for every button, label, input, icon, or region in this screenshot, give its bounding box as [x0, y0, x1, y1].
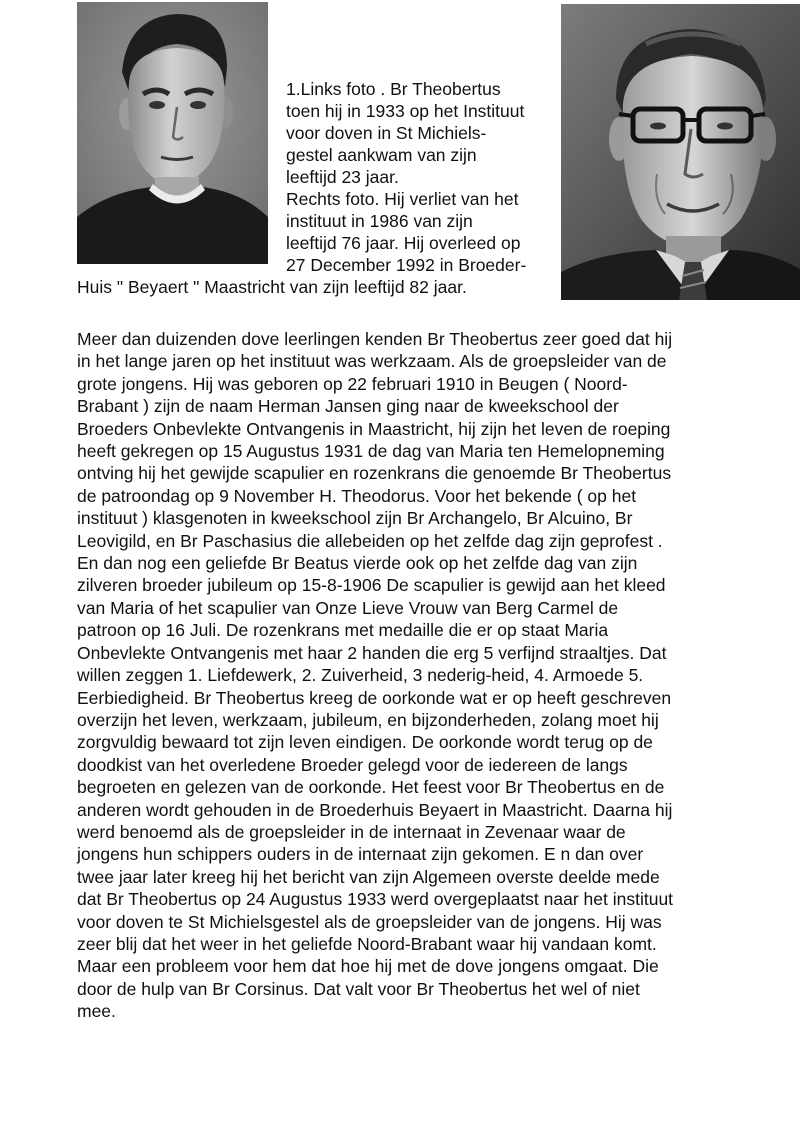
- caption-line: gestel aankwam van zijn: [286, 145, 477, 165]
- body-line: dat Br Theobertus op 24 Augustus 1933 werd overgeplaatst naar het instituut: [77, 889, 674, 910]
- body-line: werd benoemd als de groepsleider in de internaat in Zevenaar waar de: [77, 821, 626, 842]
- body-line: ontving hij het gewijde scapulier en rozenkrans die genoemde Br Theobertus: [77, 463, 672, 484]
- caption-line: Huis " Beyaert " Maastricht van zijn leeftijd 82 jaar.: [77, 277, 467, 297]
- caption-line: instituut in 1986 van zijn: [286, 211, 473, 231]
- caption-line: 27 December 1992 in Broeder-: [286, 255, 527, 275]
- body-line: door de hulp van Br Corsinus. Dat valt voor Br Theobertus het wel of niet: [77, 978, 640, 999]
- caption-line: toen hij in 1933 op het Instituut: [286, 101, 525, 121]
- body-line: patroon op 16 Juli. De rozenkrans met medaille die er op staat Maria: [77, 620, 609, 641]
- body-line: doodkist van het overledene Broeder gelegd voor de iedereen de langs: [77, 754, 628, 775]
- body-line: anderen wordt gehouden in de Broederhuis Beyaert in Maastricht. Daarna hij: [77, 799, 673, 820]
- body-line: zilveren broeder jubileum op 15-8-1906 De scapulier is gewijd aan het kleed: [77, 575, 666, 596]
- body-line: twee jaar later kreeg hij het bericht van zijn Algemeen overste deelde mede: [77, 866, 660, 887]
- body-line: En dan nog een geliefde Br Beatus vierde ook op het zelfde dag van zijn: [77, 553, 638, 574]
- caption-line: leeftijd 23 jaar.: [286, 167, 399, 187]
- body-line: Onbevlekte Ontvangenis met haar 2 handen die erg 5 verfijnd straaltjes. Dat: [77, 642, 667, 663]
- body-line: jongens hun schippers ouders in de internaat zijn gekomen. E n dan over: [77, 844, 644, 865]
- body-line: Meer dan duizenden dove leerlingen kenden Br Theobertus zeer goed dat hij: [77, 329, 673, 349]
- body-line: mee.: [77, 1001, 116, 1022]
- body-line: zeer blij dat het weer in het geliefde Noord-Brabant waar hij vandaan komt.: [77, 933, 657, 954]
- photo-young-theobertus: [77, 2, 268, 264]
- caption-line: leeftijd 76 jaar. Hij overleed op: [286, 233, 521, 253]
- body-line: instituut ) klasgenoten in kweekschool zijn Br Archangelo, Br Alcuino, Br: [77, 508, 633, 529]
- body-line: overzijn het leven, werkzaam, jubileum, en bijzonderheden, zolang moet hij: [77, 709, 659, 730]
- body-line: grote jongens. Hij was geboren op 22 februari 1910 in Beugen ( Noord-: [77, 373, 628, 394]
- body-line: Brabant ) zijn de naam Herman Jansen ging naar de kweekschool der: [77, 396, 619, 417]
- photo-older-theobertus: [561, 4, 800, 300]
- body-line: de patroondag op 9 November H. Theodorus. Voor het bekende ( op het: [77, 485, 637, 506]
- caption-line: 1.Links foto . Br Theobertus: [286, 79, 501, 99]
- body-line: Leovigild, en Br Paschasius die allebeiden op het zelfde dag zijn geprofest .: [77, 530, 663, 551]
- body-line: Broeders Onbevlekte Ontvangenis in Maastricht, hij zijn het leven de roeping: [77, 418, 671, 439]
- caption-line: Rechts foto. Hij verliet van het: [286, 189, 519, 209]
- body-line: heeft gekregen op 15 Augustus 1931 de dag van Maria ten Hemelopneming: [77, 441, 665, 462]
- body-line: in het lange jaren op het instituut was werkzaam. Als de groepsleider van de: [77, 351, 667, 372]
- body-text: [77, 328, 797, 1023]
- body-line: begroeten en gelezen van de oorkonde. Het feest voor Br Theobertus en de: [77, 777, 665, 798]
- body-line: willen zeggen 1. Liefdewerk, 2. Zuiverheid, 3 nederig-heid, 4. Armoede 5.: [77, 665, 644, 686]
- body-line: van Maria of het scapulier van Onze Lieve Vrouw van Berg Carmel de: [77, 597, 619, 618]
- body-line: Eerbiedigheid. Br Theobertus kreeg de oorkonde wat er op heeft geschreven: [77, 687, 672, 708]
- body-line: zorgvuldig bewaard tot zijn leven eindigen. De oorkonde wordt terug op de: [77, 732, 653, 753]
- caption-line: voor doven in St Michiels-: [286, 123, 487, 143]
- body-line: voor doven te St Michielsgestel als de groepsleider van de jongens. Hij was: [77, 911, 662, 932]
- body-line: Maar een probleem voor hem dat hoe hij met de dove jongens omgaat. Die: [77, 956, 659, 977]
